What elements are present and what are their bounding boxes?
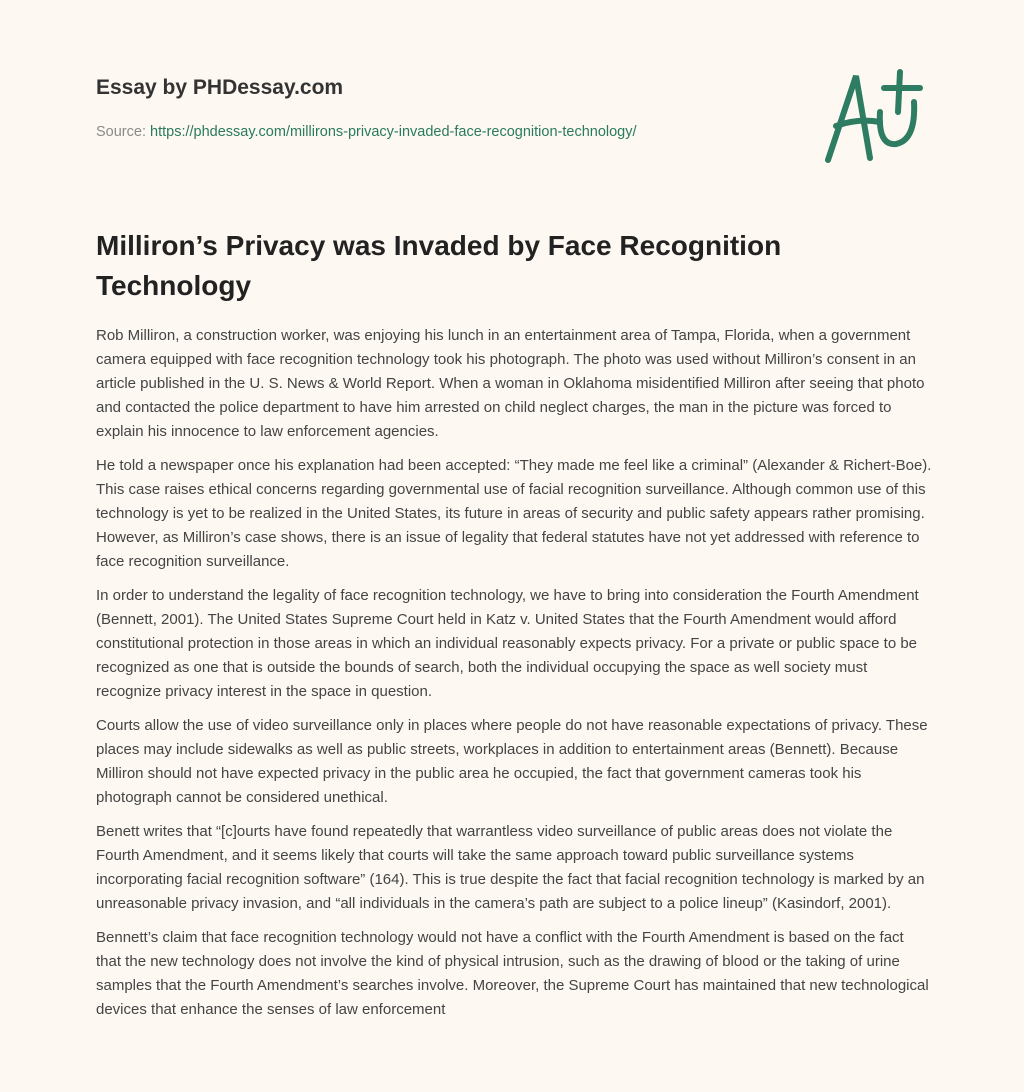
site-title: Essay by PHDessay.com (96, 76, 344, 99)
source-label: Source: (96, 124, 146, 140)
a-plus-logo-icon (818, 68, 928, 168)
article-body (96, 324, 932, 1032)
article-title: Milliron’s Privacy was Invaded by Face Recognition Technology (96, 230, 782, 301)
paragraph: Courts allow the use of video surveillance only in places where people do not have reasonable expectations of privacy. These places may include sidewalks as well as public streets, workplaces in addition to entertainment areas (Bennett). Because Milliron should not have expected privacy in the public area he occupied, the fact that government cameras took his photograph cannot be considered unethical. (96, 717, 928, 806)
paragraph: He told a newspaper once his explanation had been accepted: “They made me feel like a criminal” (Alexander & Richert-Boe). This case raises ethical concerns regarding governmental use of facial recognition surveillance. Although common use of this technology is yet to be realized in the United States, its future in areas of security and public safety appears rather promising. However, as Milliron’s case shows, there is an issue of legality that federal statutes have not yet addressed with reference to face recognition surveillance. (96, 457, 932, 570)
source-line (96, 124, 637, 140)
paragraph: Bennett’s claim that face recognition technology would not have a conflict with the Fourth Amendment is based on the fact that the new technology does not involve the kind of physical intrusion, such as the drawing of blood or the taking of urine samples that the Fourth Amendment’s searches involve. Moreover, the Supreme Court has maintained that new technological devices that enhance the senses of law enforcement (96, 929, 929, 1018)
paragraph: In order to understand the legality of face recognition technology, we have to bring into consideration the Fourth Amendment (Bennett, 2001). The United States Supreme Court held in Katz v. United States that the Fourth Amendment would afford constitutional protection in those areas in which an individual reasonably expects privacy. For a private or public space to be recognized as one that is outside the bounds of search, both the individual occupying the space as well society must recognize privacy interest in the space in question. (96, 587, 919, 700)
paragraph: Benett writes that “[c]ourts have found repeatedly that warrantless video surveillance of public areas does not violate the Fourth Amendment, and it seems likely that courts will take the same approach toward public surveillance systems incorporating facial recognition software” (164). This is true despite the fact that facial recognition technology is marked by an unreasonable privacy invasion, and “all individuals in the camera’s path are subject to a police lineup” (Kasindorf, 2001). (96, 823, 925, 912)
source-link[interactable]: https://phdessay.com/millirons-privacy-invaded-face-recognition-technology/ (150, 124, 637, 140)
paragraph: Rob Milliron, a construction worker, was enjoying his lunch in an entertainment area of Tampa, Florida, when a government camera equipped with face recognition technology took his photograph. The photo was used without Milliron’s consent in an article published in the U. S. News & World Report. When a woman in Oklahoma misidentified Milliron after seeing that photo and contacted the police department to have him arrested on child neglect charges, the man in the picture was forced to explain his innocence to law enforcement agencies. (96, 327, 925, 440)
